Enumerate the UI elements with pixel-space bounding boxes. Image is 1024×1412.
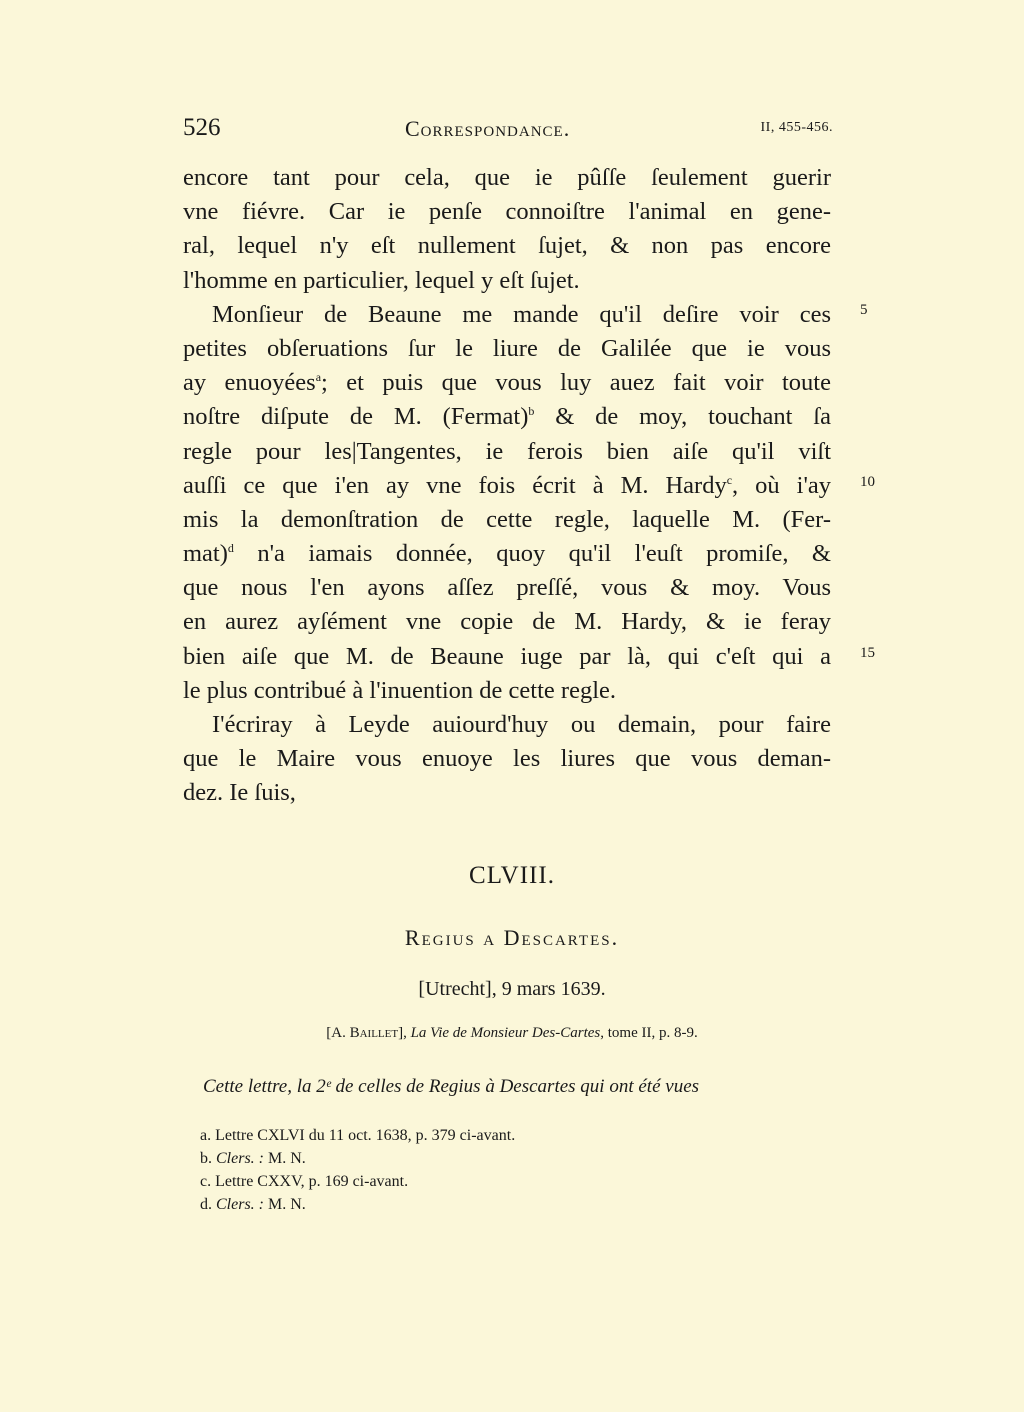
text-line: que le Maire vous enuoye les liures que vous deman- <box>183 745 831 773</box>
letter-source: [A. Baillet], La Vie de Monsieur Des-Cartes, tome II, p. 8-9. <box>326 1025 698 1041</box>
page-number: 526 <box>183 114 221 141</box>
letter-body-text <box>183 161 831 811</box>
footnote-d <box>200 1193 515 1216</box>
text-line: petites obſeruations ſur le liure de Galilée que ie vous <box>183 334 831 362</box>
text-line <box>183 469 831 503</box>
text-line: en aurez ayſément vne copie de M. Hardy, & ie feray <box>183 608 831 636</box>
footnote-text: M. N. <box>264 1196 306 1213</box>
source-work: La Vie de Monsieur Des-Cartes <box>410 1025 601 1041</box>
text-fragment: n'a iamais donnée, quoy qu'il l'euſt promiſe, & <box>233 540 831 568</box>
text-line: dez. Ie ſuis, <box>183 779 296 807</box>
text-fragment: noſtre diſpute de M. (Fermat) <box>183 403 529 431</box>
letter-number: CLVIII. <box>469 862 555 889</box>
text-line: que nous l'en ayons aſſez preſſé, vous & moy. Vous <box>183 574 831 602</box>
footnote-b <box>200 1147 515 1170</box>
text-line: vne fiévre. Car ie penſe connoiſtre l'animal en gene- <box>183 198 831 226</box>
footnote-label: a. <box>200 1127 212 1144</box>
footnote-ref-a: a <box>315 369 322 384</box>
text-fragment: ay enuoyées <box>183 369 316 397</box>
running-header <box>183 114 833 148</box>
text-fragment: ; et puis que vous luy auez fait voir toute <box>321 369 831 397</box>
footnote-text: Lettre CXLVI du 11 oct. 1638, p. 379 ci-avant. <box>215 1127 516 1144</box>
footnote-label: d. <box>200 1196 212 1213</box>
text-line: ral, lequel n'y eſt nullement ſujet, & non pas encore <box>183 232 831 260</box>
text-line: mis la demonſtration de cette regle, laquelle M. (Fer- <box>183 505 831 533</box>
footnote-italic: Clers. : <box>216 1150 264 1167</box>
footnote-a <box>200 1124 515 1147</box>
text-line: regle pour les|Tangentes, ie ferois bien aiſe qu'il viſt <box>183 437 831 465</box>
footnote-label: b. <box>200 1150 212 1167</box>
footnote-text: M. N. <box>264 1150 306 1167</box>
line-number-5: 5 <box>860 302 868 318</box>
footnotes <box>200 1124 515 1216</box>
letter-intro: Cette lettre, la 2ᵉ de celles de Regius à Descartes qui ont été vues <box>203 1076 700 1097</box>
text-line <box>183 366 831 400</box>
footnote-italic: Clers. : <box>216 1196 264 1213</box>
text-line: bien aiſe que M. de Beaune iuge par là, qui c'eſt qui a <box>183 642 831 670</box>
text-line: encore tant pour cela, que ie pûſſe ſeulement guerir <box>183 164 831 191</box>
line-number-10: 10 <box>860 474 875 490</box>
text-line: le plus contribué à l'inuention de cette regle. <box>183 676 617 704</box>
footnote-ref-b: b <box>528 404 535 419</box>
header-reference: II, 455-456. <box>760 120 833 135</box>
text-line: l'homme en particulier, lequel y eſt ſujet. <box>183 266 580 294</box>
source-author: [A. Baillet] <box>326 1025 404 1041</box>
footnote-text: Lettre CXXV, p. 169 ci-avant. <box>215 1173 409 1190</box>
text-fragment: & de moy, touchant ſa <box>534 403 831 431</box>
text-line <box>183 537 831 571</box>
text-line: I'écriray à Leyde auiourd'huy ou demain, pour faire <box>212 711 831 738</box>
footnote-ref-d: d <box>227 540 234 555</box>
text-fragment: , où i'ay <box>732 471 831 499</box>
text-line <box>183 400 831 434</box>
letter-title: Regius a Descartes. <box>404 925 620 950</box>
text-line: Monſieur de Beaune me mande qu'il deſire voir ces <box>212 300 831 328</box>
text-fragment: auſſi ce que i'en ay vne fois écrit à M. Hardy <box>183 471 727 499</box>
footnote-c <box>200 1170 515 1193</box>
line-number-15: 15 <box>860 645 875 661</box>
letter-date: [Utrecht], 9 mars 1639. <box>418 978 606 1000</box>
header-title: Correspondance. <box>405 116 571 141</box>
footnote-ref-c: c <box>726 472 733 487</box>
footnote-label: c. <box>200 1173 212 1190</box>
text-fragment: mat) <box>183 540 228 568</box>
source-reference: , tome II, p. 8-9. <box>600 1025 698 1041</box>
